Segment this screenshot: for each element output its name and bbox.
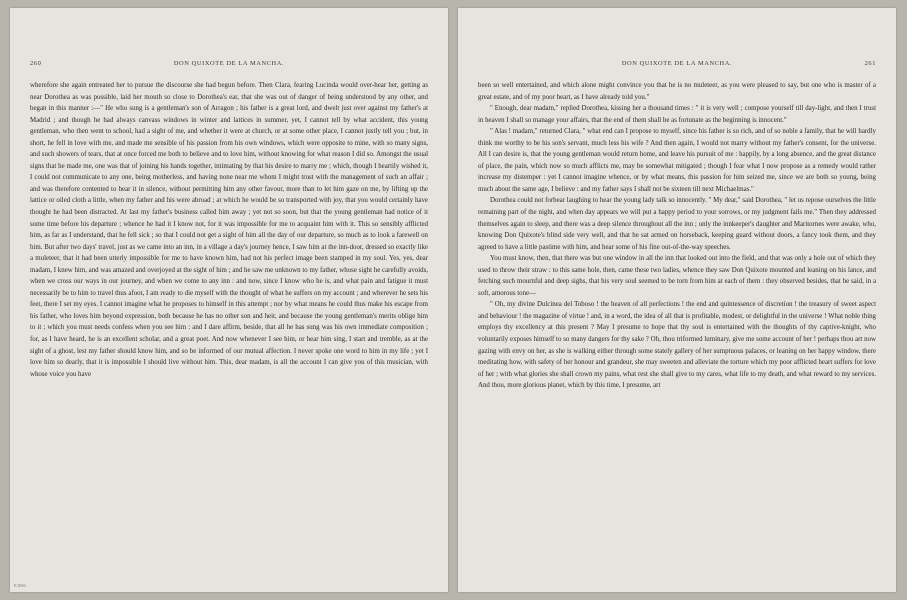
right-paragraph: been so well entertained, and which alone might convince you that he is no muleteer, as you were pleased to say, but one who is master of a great estate, and of my poor heart, as I have already told you." bbox=[478, 82, 876, 101]
right-page-header bbox=[478, 60, 876, 72]
right-paragraph: " Oh, my divine Dulcinea del Toboso ! the heaven of all perfections ! the end and quintessence of discretion ! the treasury of sweet aspect and behaviour ! the magazine of virtue ! and, in a word, the idea of all that is profitable, modest, or delightful in the universe ! What noble thing employs thy excellency at this present ? May I presume to hope that thy soul is entertained with the thoughts of thy captive-knight, who voluntarily exposes himself to so many dangers for thy sake ? Oh, thou triformed luminary, give me some account of her ! perhaps thou art now gazing with envy on her, as she is walking either through some stately gallery of her sumptuous palaces, or leaning on her happy window, there meditating how, with safety of her honour and grandeur, she may sweeten and alleviate the torture which my poor afflicted heart suffers for love of her ; with what glories she shall crown my pains, what rest she shall give to my cares, what life to my death, and what reward to my services. And thou, more glorious planet, which by this time, I presume, art bbox=[478, 301, 876, 390]
margin-mark: E.3916 bbox=[14, 583, 26, 588]
right-page-body bbox=[478, 80, 876, 560]
right-running-title: DON QUIXOTE DE LA MANCHA. bbox=[621, 60, 733, 67]
left-running-title: DON QUIXOTE DE LA MANCHA. bbox=[173, 60, 285, 67]
right-paragraph: You must know, then, that there was but one window in all the inn that looked out into the field, and that was only a hole out of which they used to throw their straw : to this same hole, then, came these two ladies, whence they saw Don Quixote mounted and leaning on his lance, and fetching such mournful and deep sighs, that his very soul seemed to be torn from him at each of them : they observed besides, that he said, in a soft, amorous tone— bbox=[478, 255, 876, 297]
left-paragraph: wherefore she again entreated her to pursue the discourse she had begun before. Then Clara, fearing Lucinda would over-hear her, getting as near Dorothea as was possible, laid her mouth so close to Dorothea's ear, that she was out of danger of being understood by any other, and began in this manner :—" He who sung is a gentleman's son of Arragon ; his father is a great lord, and dwelt just over against my father's at Madrid ; and though he had always canvass windows in winter and lattices in summer, yet, I cannot tell by what accident, this young gentleman, who then went to school, had a sight of me, and whether it were at church, or at some other place, I cannot justly tell you ; but, in short, he fell in love with me, and made me sensible of his passion from his own windows, which were opposite to mine, with so many signs, and such showers of tears, that at once forced me both to believe and to love him, without knowing for what reason I did so. Amongst the usual signs that he made me, one was that of joining his hands together, intimating by that his desire to marry me ; which, though I heartily wished it, I could not communicate to any one, being motherless, and having none near me whom I might trust with the management of such an affair ; and was therefore contented to bear it in silence, without permitting him any other favour, more than to let him gaze on me, by lifting up the lattice or oiled cloth a little, when my father and his were abroad ; at which he would be so transported with joy, that you would certainly have thought he had been distracted. At last my father's business called him away ; yet not so soon, but that the young gentleman had notice of it some time before his departure ; whence he had it I know not, for it was impossible for me to acquaint him with it. This so sensibly afflicted him, as far as I understand, that he fell sick ; so that I could not get a sight of him all the day of our departure, so much as to look a farewell on him. But after two days' travel, just as we came into an inn, in a village a day's journey hence, I saw him at the inn-door, dressed so exactly like a muleteer, that it had been utterly impossible for me to have known him, had not his perfect image been stamped in my soul. Yes, yes, dear madam, I knew him, and was amazed and overjoyed at the sight of him ; and he saw me unknown to my father, whose sight he carefully avoids, when we cross our ways in our journey, and when we come to any inn : and now, since I know who he is, and what pain and fatigue it must necessarily be to him to travel thus afoot, I am ready to die myself with the thought of what he suffers on my account ; and wherever he sets his feet, there I set my eyes. I cannot imagine what he proposes to himself in this attempt ; nor by what means he could thus make his escape from his father, who loves him beyond expression, both because he has no other son and heir, and because the young gentleman's merits oblige him to it ; which you must needs confess when you see him : and I dare affirm, beside, that all he has sung was his own immediate composition ; for, as I have heard, he is an excellent scholar, and a great poet. And now whenever I see him, or hear him sing, I start and tremble, as at the sight of a ghost, lest my father should know him, and so be informed of our mutual affection. I never spoke one word to him in my life ; yet I love him so dearly, that it is impossible I should live without him. This, dear madam, is all the account I can give you of this musician, with whose voice you have bbox=[30, 82, 428, 378]
left-page-header bbox=[30, 60, 428, 72]
right-page-number: 261 bbox=[864, 60, 876, 67]
right-paragraph: " Enough, dear madam," replied Dorothea, kissing her a thousand times : " it is very well ; compose yourself till day-light, and then I trust in heaven I shall so manage your affairs, that the end of them shall be as fortunate as the beginning is innocent." bbox=[478, 105, 876, 124]
left-page-body bbox=[30, 80, 428, 560]
left-page-number: 260 bbox=[30, 60, 42, 67]
right-paragraph: " Alas ! madam," returned Clara, " what end can I propose to myself, since his father is so rich, and of so noble a family, that he will hardly think me worthy to be his son's servant, much less his wife ? And then again, I would not marry without my father's consent, for the universe. All I can desire is, that the young gentleman would return home, and leave his pursuit of me : happily, by a long absence, and the great distance of place, the pain, which now so much afflicts me, may be somewhat mitigated ; though I fear what I now propose as a remedy would rather increase my distemper : yet I cannot imagine whence, or by what means, this passion for him seized me, since we are both so young, being much about the same age, I believe : and my father says I shall not be sixteen till next Michaelmas." bbox=[478, 128, 876, 193]
right-page bbox=[458, 8, 896, 592]
right-paragraph: Dorothea could not forbear laughing to hear the young lady talk so innocently. " My dear," said Dorothea, " let us repose ourselves the little remaining part of the night, and when day appears we will put a happy period to your sorrows, or my judgment fails me." Then they addressed themselves again to sleep, and there was a deep silence throughout all the inn ; only the innkeeper's daughter and Maritornes were awake, who, knowing Don Quixote's blind side very well, and that he sat armed on horseback, keeping guard without doors, a fancy took them, and they agreed to have a little pastime with him, and hear some of his fine out-of-the-way speeches. bbox=[478, 197, 876, 251]
left-page bbox=[10, 8, 448, 592]
